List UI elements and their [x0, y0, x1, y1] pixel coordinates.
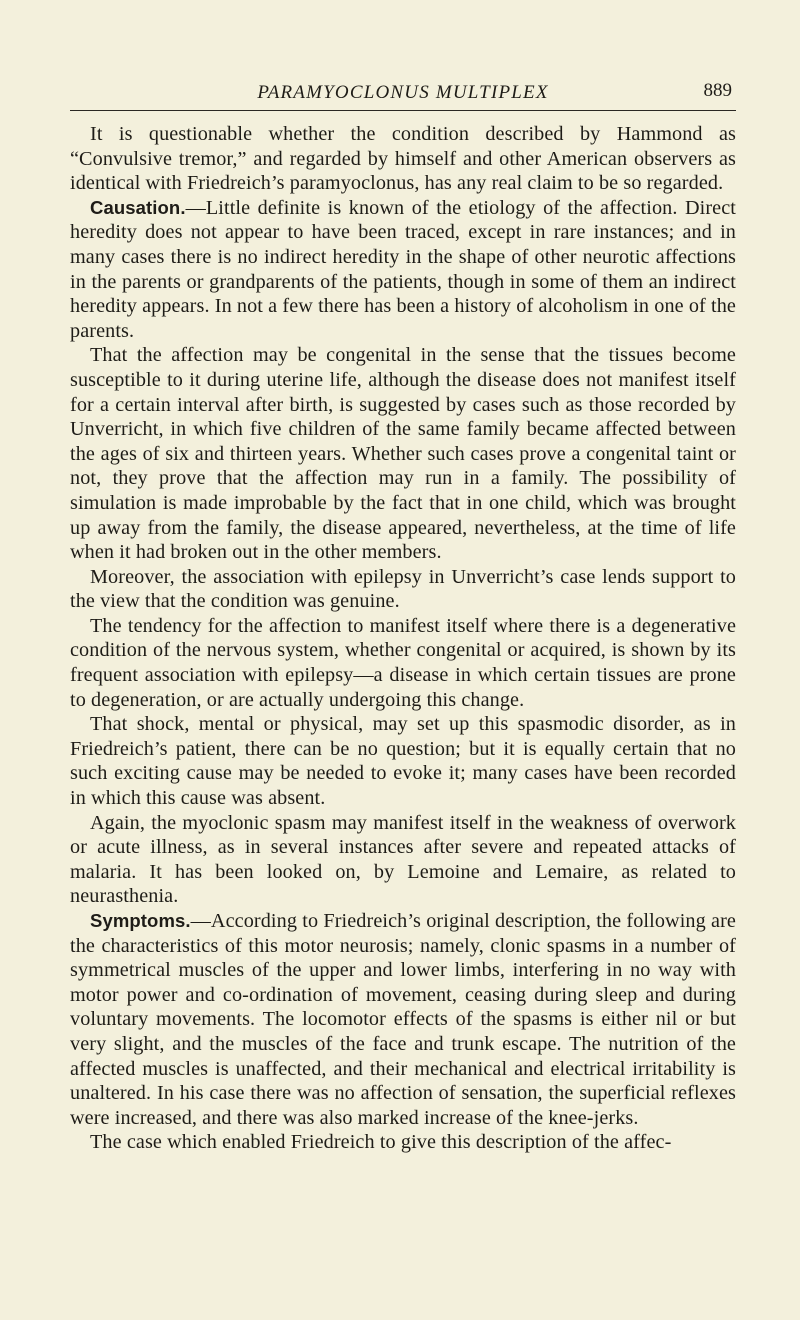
paragraph-9: [70, 1130, 736, 1155]
paragraph-text: That the affection may be congenital in the sense that the tissues become susceptible to it during uterine life, although the disease does not manifest itself for a certain interval after birth, is suggested by cases such as those recorded by Unverricht, in which five children of the same family became affected between the ages of six and thirteen years. Whether such cases prove a congenital taint or not, they prove that the affection may run in a family. The possibility of simulation is made improbable by the fact that in one child, which was brought up away from the family, the disease appeared, nevertheless, at the time of life when it had broken out in the other members.: [70, 344, 736, 564]
paragraph-text: —Little definite is known of the etiology of the affection. Direct heredity does not appear to have been traced, except in rare instances; and in many cases there is no indirect heredity in the shape of other neurotic affections in the parents or grandparents of the patients, though in some of them an indirect heredity appears. In not a few there has been a history of alcoholism in one of the parents.: [70, 196, 736, 342]
body-text: [70, 122, 736, 1155]
paragraph-symptoms: [70, 909, 736, 1130]
paragraph-4: [70, 565, 736, 614]
paragraph-text: That shock, mental or physical, may set up this spasmodic disorder, as in Friedreich’s patient, there can be no question; but it is equally certain that no such exciting cause may be needed to evoke it; many cases have been recorded in which this cause was absent.: [70, 713, 736, 810]
paragraph-text: Moreover, the association with epilepsy in Unverricht’s case lends support to the view that the condition was genuine.: [70, 565, 736, 613]
paragraph-7: [70, 811, 736, 909]
paragraph-3: [70, 343, 736, 564]
section-lead-symptoms: Symptoms.: [90, 910, 191, 931]
paragraph-5: [70, 614, 736, 712]
paragraph-causation: [70, 196, 736, 344]
paragraph-text: It is questionable whether the condition described by Hammond as “Convulsive tremor,” and regarded by himself and other American observers as identical with Friedreich’s paramyoclonus, has any real claim to be so regarded.: [70, 123, 736, 195]
paragraph-text: The tendency for the affection to manifest itself where there is a degenerative condition of the nervous system, whether congenital or acquired, is shown by its frequent association with epilepsy—a disease in which certain tissues are prone to degeneration, or are actually undergoing this change.: [70, 614, 736, 711]
section-lead-causation: Causation.: [90, 196, 186, 218]
paragraph-text: The case which enabled Friedreich to give this description of the affec-: [90, 1131, 672, 1154]
page-number: 889: [703, 80, 732, 101]
running-head: [70, 0, 736, 111]
paragraph-text: Again, the myoclonic spasm may manifest itself in the weakness of overwork or acute illness, as in several instances after severe and repeated attacks of malaria. It has been looked on, by Lemoine and Lemaire, as related to neurasthenia.: [70, 811, 736, 908]
paragraph-text: —According to Friedreich’s original description, the following are the characteristics of this motor neurosis; namely, clonic spasms in a number of symmetrical muscles of the upper and lower limbs, interfering in no way with motor power and co-ordination of movement, ceasing during sleep and during voluntary movements. The locomotor effects of the spasms is either nil or but very slight, and the muscles of the face and trunk escape. The nutrition of the affected muscles is unaffected, and their mechanical and electrical irritability is unaltered. In his case there was no affection of sensation, the superficial reflexes were increased, and there was also marked increase of the knee-jerks.: [70, 910, 736, 1129]
paragraph-1: [70, 122, 736, 196]
running-title: PARAMYOCLONUS MULTIPLEX: [257, 82, 549, 103]
paragraph-6: [70, 712, 736, 810]
